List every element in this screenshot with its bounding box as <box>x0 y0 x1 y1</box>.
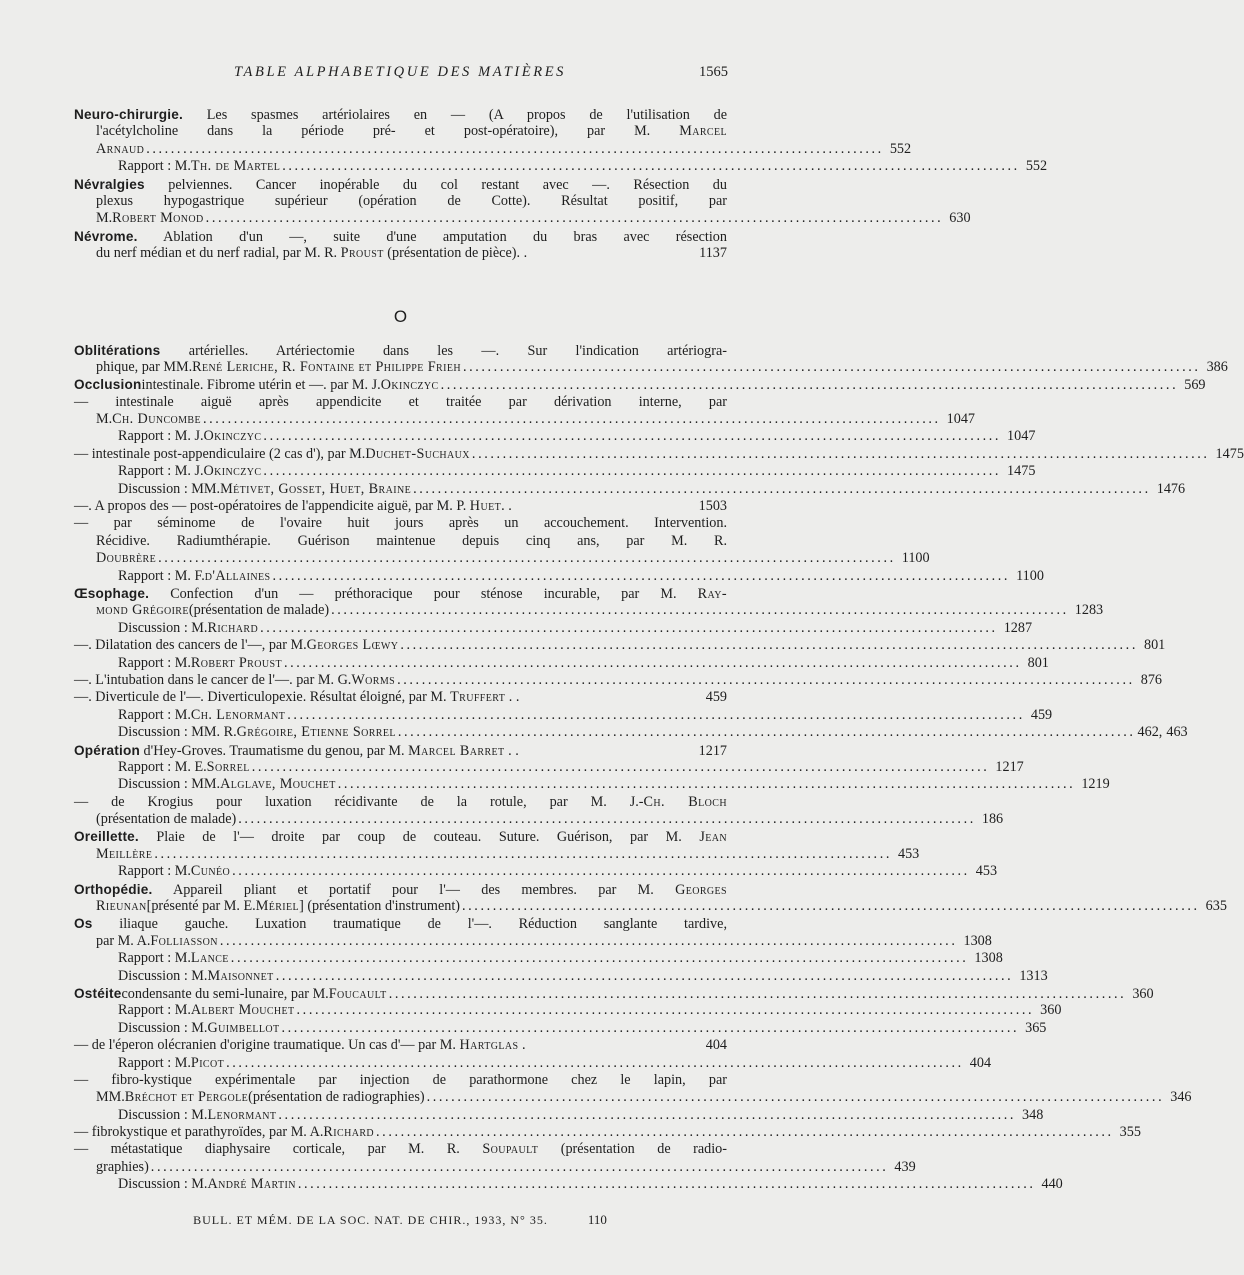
index-line: Orthopédie. Appareil pliant et portatif pour l'— des membres. par M. Georges <box>74 881 727 898</box>
page-reference: 1100 <box>1016 567 1044 584</box>
page-reference: 1475 <box>1007 463 1036 480</box>
running-header-title: TABLE ALPHABETIQUE DES MATIÈRES <box>233 64 567 80</box>
index-line: Rapport : M. Picot ........................................................................................................................ 404 <box>118 1054 992 1071</box>
leader-dots: ........................................................................................................................ <box>337 776 1076 793</box>
index-keyword: Oreillette. <box>74 829 139 845</box>
leader-dots: ........................................................................................................................ <box>251 758 990 775</box>
page-reference: 453 <box>897 845 920 862</box>
index-line: Rapport : M. Robert Proust ........................................................................................................................ 801 <box>118 654 1049 671</box>
index-line: Discussion : M. Richard ........................................................................................................................ 1287 <box>118 619 1033 636</box>
footer-sheet-number: 110 <box>587 1212 607 1227</box>
footer-citation: BULL. ET MÉM. DE LA SOC. NAT. DE CHIR., 1933, N° 35. <box>193 1213 548 1227</box>
leader-dots: ........................................................................................................................ <box>232 863 970 880</box>
page-reference: 630 <box>949 210 971 227</box>
index-line: — intestinale aiguë après appendicite et traitée par dérivation interne, par <box>74 393 727 410</box>
index-line: Rapport : M. Albert Mouchet ........................................................................................................................ 360 <box>118 1002 1062 1019</box>
leader-dots: ........................................................................................................................ <box>376 1124 1114 1141</box>
page-reference: 186 <box>981 811 1004 828</box>
index-line: Occlusion intestinale. Fibrome utérin et —. par M. J. Okinczyc ........................................................................................................................ 569 <box>74 377 1206 394</box>
index-line: Névrome. Ablation d'un —, suite d'une amputation du bras avec résection <box>74 228 727 245</box>
leader-dots: ........................................................................................................................ <box>331 602 1069 619</box>
leader-dots: ........................................................................................................................ <box>426 1089 1165 1106</box>
index-line: Neuro-chirurgie. Les spasmes artériolaires en — (A propos de l'utilisation de <box>74 107 727 123</box>
index-keyword: Oblitérations <box>74 342 161 358</box>
leader-dots: ........................................................................................................................ <box>203 411 941 428</box>
page-reference: 1100 <box>901 550 930 567</box>
index-line: Rapport : M. Lance ........................................................................................................................ 1308 <box>118 950 1003 967</box>
leader-dots: ........................................................................................................................ <box>278 1106 1017 1123</box>
index-line: Oblitérations artérielles. Artériectomie dans les —. Sur l'indication artériogra- <box>74 342 727 359</box>
index-line: Os iliaque gauche. Luxation traumatique de l'—. Réduction sanglante tardive, <box>74 916 727 933</box>
leader-dots: ........................................................................................................................ <box>297 1176 1036 1193</box>
leader-dots: ........................................................................................................................ <box>296 1002 1035 1019</box>
page-reference: 876 <box>1140 671 1163 688</box>
index-line: Œsophage. Confection d'un — préthoracique pour sténose incurable, par M. Ray- <box>74 585 727 602</box>
page-reference: 1137 <box>699 245 727 262</box>
leader-dots: ........................................................................................................................ <box>238 811 976 828</box>
page-reference: 552 <box>889 140 912 157</box>
page-reference: 459 <box>705 689 727 706</box>
page-reference: 1308 <box>974 950 1003 967</box>
index-line: Rapport : M. Ch. Lenormant ........................................................................................................................ 459 <box>118 706 1053 723</box>
leader-dots: ........................................................................................................................ <box>282 158 1020 175</box>
index-keyword: Neuro-chirurgie. <box>74 107 183 122</box>
page-reference: 552 <box>1025 158 1048 175</box>
index-line: — de Krogius pour luxation récidivante de la rotule, par M. J.-Ch. Bloch <box>74 793 727 810</box>
index-line: M. Ch. Duncombe ........................................................................................................................ 1047 <box>96 411 976 428</box>
leader-dots: ........................................................................................................................ <box>275 967 1014 984</box>
page-reference: 355 <box>1119 1124 1141 1141</box>
index-line: Discussion : MM. R. Grégoire, Etienne Sorrel ........................................................................................................................ 462, 463 <box>118 724 1188 741</box>
index-line: Arnaud ........................................................................................................................ 552 <box>96 140 912 157</box>
index-content <box>74 106 1244 1194</box>
index-line: Oreillette. Plaie de l'— droite par coup de couteau. Suture. Guérison, par M. Jean <box>74 829 727 846</box>
index-line: Récidive. Radiumthérapie. Guérison maintenue depuis cinq ans, par M. R. <box>96 532 727 549</box>
page-reference: 439 <box>894 1158 916 1175</box>
index-line: —. Dilatation des cancers de l'—, par M. Georges Lœwy ........................................................................................................................ 801 <box>74 637 1166 654</box>
leader-dots: ........................................................................................................................ <box>150 1158 889 1175</box>
index-line: — fibro-kystique expérimentale par injection de parathormone chez le lapin, par <box>74 1071 727 1088</box>
page-reference: 1313 <box>1019 967 1048 984</box>
index-keyword: Orthopédie. <box>74 881 153 897</box>
page-reference: 463 <box>1166 724 1188 741</box>
index-line: graphies) ........................................................................................................................ 439 <box>96 1158 916 1175</box>
leader-dots: ........................................................................................................................ <box>287 706 1025 723</box>
leader-dots: ........................................................................................................................ <box>400 637 1138 654</box>
leader-dots: ........................................................................................................................ <box>205 210 944 227</box>
index-keyword: Opération <box>74 742 140 758</box>
leader-dots: ........................................................................................................................ <box>263 463 1002 480</box>
page-reference: 1308 <box>963 932 992 949</box>
index-line: phique, par MM. René Leriche, R. Fontaine et Philippe Frieh ........................................................................................................................ 386 <box>96 358 1228 375</box>
index-line: du nerf médian et du nerf radial, par M. R. Proust (présentation de pièce). . 1137 <box>96 245 727 262</box>
index-line: Ostéite condensante du semi-lunaire, par M. Foucault ........................................................................................................................ 360 <box>74 985 1154 1002</box>
page-reference: 386 <box>1206 358 1228 375</box>
page-reference: 365 <box>1025 1019 1047 1036</box>
index-line: — intestinale post-appendiculaire (2 cas d'), par M. Duchet-Suchaux ........................................................................................................................ 1475 <box>74 445 1244 462</box>
leader-dots: ........................................................................................................................ <box>158 550 896 567</box>
index-line: Discussion : M. Guimbellot ........................................................................................................................ 365 <box>118 1019 1047 1036</box>
page-reference: 635 <box>1205 898 1227 915</box>
index-line: Rapport : M. F. d'Allaines ........................................................................................................................ 1100 <box>118 567 1044 584</box>
page-reference: 569 <box>1184 377 1206 394</box>
index-line: l'acétylcholine dans la période pré- et post-opératoire), par M. Marcel <box>96 123 727 140</box>
page-reference: 459 <box>1030 706 1053 723</box>
leader-dots: ........................................................................................................................ <box>226 1054 964 1071</box>
index-line: Discussion : M. André Martin ........................................................................................................................ 440 <box>118 1176 1063 1193</box>
page-reference: 1287 <box>1003 619 1033 636</box>
index-line: plexus hypogastrique supérieur (opération de Cotte). Résultat positif, par <box>96 192 727 209</box>
index-line: — métastatique diaphysaire corticale, par M. R. Soupault (présentation de radio- <box>74 1141 728 1158</box>
leader-dots: ........................................................................................................................ <box>283 654 1022 671</box>
page-reference: 348 <box>1022 1106 1044 1123</box>
index-line: Rapport : M. E. Sorrel ........................................................................................................................ 1217 <box>118 758 1024 775</box>
index-line: — par séminome de l'ovaire huit jours après un accouchement. Intervention. <box>74 515 727 532</box>
leader-dots: ........................................................................................................................ <box>219 932 958 949</box>
index-keyword: Occlusion <box>74 377 142 393</box>
index-line: — de l'éperon olécranien d'origine traumatique. Un cas d'— par M. Hartglas . 404 <box>74 1037 727 1054</box>
leader-dots: ........................................................................................................................ <box>263 428 1002 445</box>
page-reference: 1217 <box>698 742 727 759</box>
page-reference: 1503 <box>698 498 727 515</box>
index-line: Rapport : M. Th. de Martel ........................................................................................................................ 552 <box>118 158 1048 175</box>
page-reference: 1217 <box>995 758 1024 775</box>
index-line: Rapport : M. J. Okinczyc ........................................................................................................................ 1047 <box>118 428 1036 445</box>
page-reference: 801 <box>1027 654 1049 671</box>
index-line: Discussion : M. Lenormant ........................................................................................................................ 348 <box>118 1106 1044 1123</box>
page-reference: 1476 <box>1156 480 1186 497</box>
leader-dots: ........................................................................................................................ <box>146 140 884 157</box>
leader-dots: ........................................................................................................................ <box>281 1019 1020 1036</box>
index-line: —. L'intubation dans le cancer de l'—. par M. G. Worms ........................................................................................................................ 876 <box>74 671 1163 688</box>
page-reference: 440 <box>1041 1176 1063 1193</box>
index-line: Rapport : M. Cunéo ........................................................................................................................ 453 <box>118 863 998 880</box>
page-footer <box>0 1212 800 1228</box>
index-line: —. A propos des — post-opératoires de l'appendicite aiguë, par M. P. Huet. . 1503 <box>74 498 727 515</box>
leader-dots: ........................................................................................................................ <box>462 898 1200 915</box>
leader-dots: ........................................................................................................................ <box>462 358 1201 375</box>
leader-dots: ........................................................................................................................ <box>230 950 969 967</box>
index-keyword: Névralgies <box>74 176 145 192</box>
leader-dots: ........................................................................................................................ <box>440 377 1179 394</box>
index-line: Névralgies pelviennes. Cancer inopérable du col restant avec —. Résection du <box>74 176 727 193</box>
index-line: Rapport : M. J. Okinczyc ........................................................................................................................ 1475 <box>118 463 1036 480</box>
index-line: Doubrère ........................................................................................................................ 1100 <box>96 550 930 567</box>
index-line: Discussion : MM. Métivet, Gosset, Huet, Braine ........................................................................................................................ 1476 <box>118 480 1186 497</box>
index-line: M. Robert Monod ........................................................................................................................ 630 <box>96 210 971 227</box>
page-reference: 404 <box>969 1054 992 1071</box>
page-reference: 1047 <box>1007 428 1036 445</box>
leader-dots: ........................................................................................................................ <box>397 724 1136 741</box>
section-letter: O <box>393 306 408 326</box>
page-reference: 1047 <box>946 411 976 428</box>
leader-dots: ........................................................................................................................ <box>471 445 1210 462</box>
page-reference: 453 <box>975 863 998 880</box>
page-reference: 801 <box>1143 637 1166 654</box>
index-line: Rieunan [présenté par M. E. Mériel ] (présentation d'instrument) ........................................................................................................................ 635 <box>96 898 1227 915</box>
page-reference: 1283 <box>1074 602 1104 619</box>
page-reference: 360 <box>1040 1002 1062 1019</box>
index-keyword: Os <box>74 916 93 932</box>
page-reference: 1219 <box>1081 776 1110 793</box>
index-line: Opération d'Hey-Groves. Traumatisme du genou, par M. Marcel Barret . . 1217 <box>74 742 727 759</box>
leader-dots: ........................................................................................................................ <box>272 567 1011 584</box>
page-reference: 360 <box>1132 985 1154 1002</box>
index-keyword: Névrome. <box>74 228 138 244</box>
leader-dots: ........................................................................................................................ <box>388 985 1127 1002</box>
index-line: (présentation de malade) ........................................................................................................................ 186 <box>96 811 1004 828</box>
index-keyword: Ostéite <box>74 985 122 1001</box>
index-keyword: Œsophage. <box>74 585 150 601</box>
leader-dots: ........................................................................................................................ <box>154 845 892 862</box>
index-line: —. Diverticule de l'—. Diverticulopexie. Résultat éloigné, par M. Truffert . . 459 <box>74 689 727 706</box>
page-reference: 404 <box>705 1037 727 1054</box>
index-line: Discussion : M. Maisonnet ........................................................................................................................ 1313 <box>118 967 1048 984</box>
index-line: mond Grégoire (présentation de malade) ........................................................................................................................ 1283 <box>96 602 1104 619</box>
index-line: MM. Bréchot et Pergole (présentation de radiographies) ........................................................................................................................ 346 <box>96 1089 1192 1106</box>
index-line: Discussion : MM. Alglave, Mouchet ........................................................................................................................ 1219 <box>118 776 1110 793</box>
leader-dots: ........................................................................................................................ <box>413 480 1151 497</box>
index-line: — fibrokystique et parathyroïdes, par M. A. Richard ........................................................................................................................ 355 <box>74 1124 1141 1141</box>
running-header-page-number: 1565 <box>699 64 728 80</box>
index-line: par M. A. Folliasson ........................................................................................................................ 1308 <box>96 932 992 949</box>
leader-dots: ........................................................................................................................ <box>260 619 998 636</box>
page-reference: 346 <box>1170 1089 1192 1106</box>
index-line: Meillère ........................................................................................................................ 453 <box>96 845 920 862</box>
leader-dots: ........................................................................................................................ <box>397 671 1135 688</box>
page-reference: 1475 <box>1215 445 1244 462</box>
